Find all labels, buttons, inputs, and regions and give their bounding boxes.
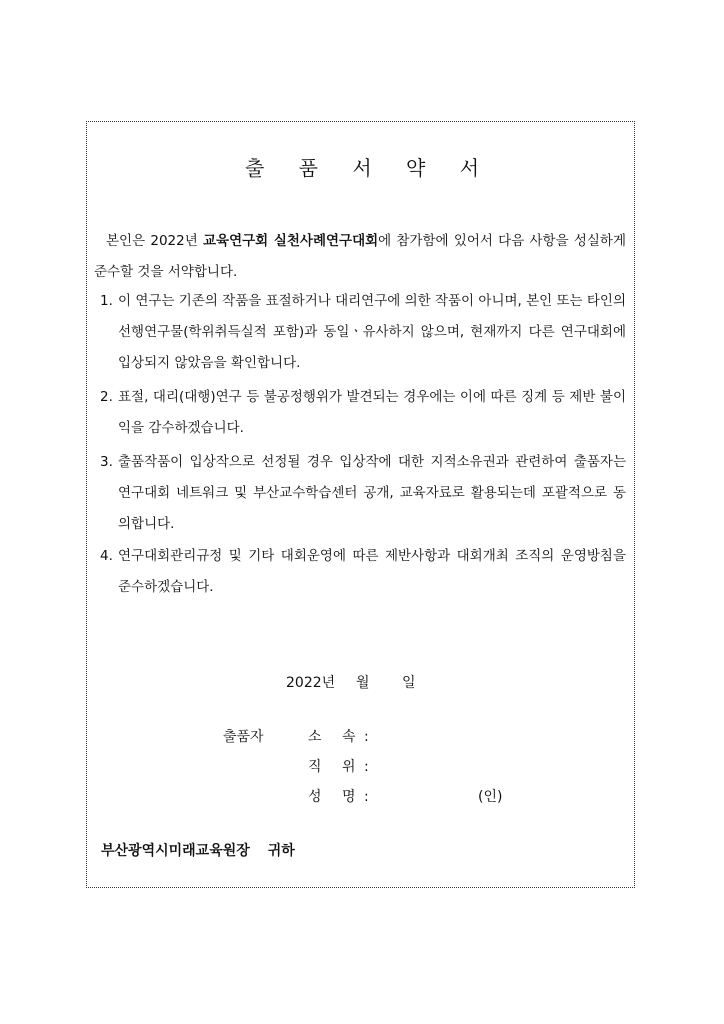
document-title: 출 품 서 약 서 (244, 156, 494, 180)
intro-post: 에 참가함에 있어서 다음 사항을 성실하게 준수할 것을 서약합니다. (94, 233, 626, 280)
pledge-item-1 (100, 286, 626, 379)
position-colon: : (364, 759, 369, 775)
addressee (101, 840, 295, 860)
pledge-item-4 (100, 541, 626, 603)
intro-pre: 본인은 2022년 (106, 233, 203, 249)
affiliation-row (308, 727, 368, 747)
name-char-1: 성 (308, 789, 322, 805)
position-char-2: 위 (342, 759, 356, 775)
pledge-item-number: 3. (100, 454, 113, 470)
pledge-item-number: 4. (100, 548, 113, 564)
pledge-item-text: 표절, 대리(대행)연구 등 불공정행위가 발견되는 경우에는 이에 따른 징계 등 제반 불이익을 감수하겠습니다. (118, 389, 626, 436)
pledge-item-number: 1. (100, 293, 113, 309)
pledge-item-text: 연구대회관리규정 및 기타 대회운영에 따른 제반사항과 대회개최 조직의 운영방침을 준수하겠습니다. (118, 548, 626, 595)
pledge-item-number: 2. (100, 389, 113, 405)
name-row (308, 787, 368, 807)
pledge-item-text: 이 연구는 기존의 작품을 표절하거나 대리연구에 의한 작품이 아니며, 본인 또는 타인의 선행연구물(학위취득실적 포함)과 동일ㆍ유사하지 않으며, 현재까지 다른 연구대회에 입상되지 않았음을 확인합니다. (118, 293, 626, 371)
addressee-name: 부산광역시미래교육원장 (101, 843, 250, 859)
pledge-item-text: 출품작품이 입상작으로 선정될 경우 입상작에 대한 지적소유권과 관련하여 출품자는 연구대회 네트워크 및 부산교수학습센터 공개, 교육자료로 활용되는데 포괄적으로 동의합니다. (118, 454, 626, 532)
affiliation-char-1: 소 (308, 729, 322, 745)
seal-mark: (인) (478, 789, 503, 805)
name-char-2: 명 (342, 789, 356, 805)
affiliation-colon: : (364, 729, 369, 745)
position-row (308, 757, 368, 777)
date-year: 2022년 (286, 675, 336, 691)
date-day: 일 (402, 675, 416, 691)
name-colon: : (364, 789, 369, 805)
intro-paragraph (94, 226, 626, 288)
pledge-item-2 (100, 382, 626, 444)
intro-bold: 교육연구회 실천사례연구대회 (202, 233, 379, 249)
addressee-suffix: 귀하 (267, 843, 295, 859)
pledge-item-3 (100, 447, 626, 540)
submitter-label: 출품자 (223, 729, 264, 745)
affiliation-char-2: 속 (342, 729, 356, 745)
date-month: 월 (356, 675, 370, 691)
position-char-1: 직 (308, 759, 322, 775)
